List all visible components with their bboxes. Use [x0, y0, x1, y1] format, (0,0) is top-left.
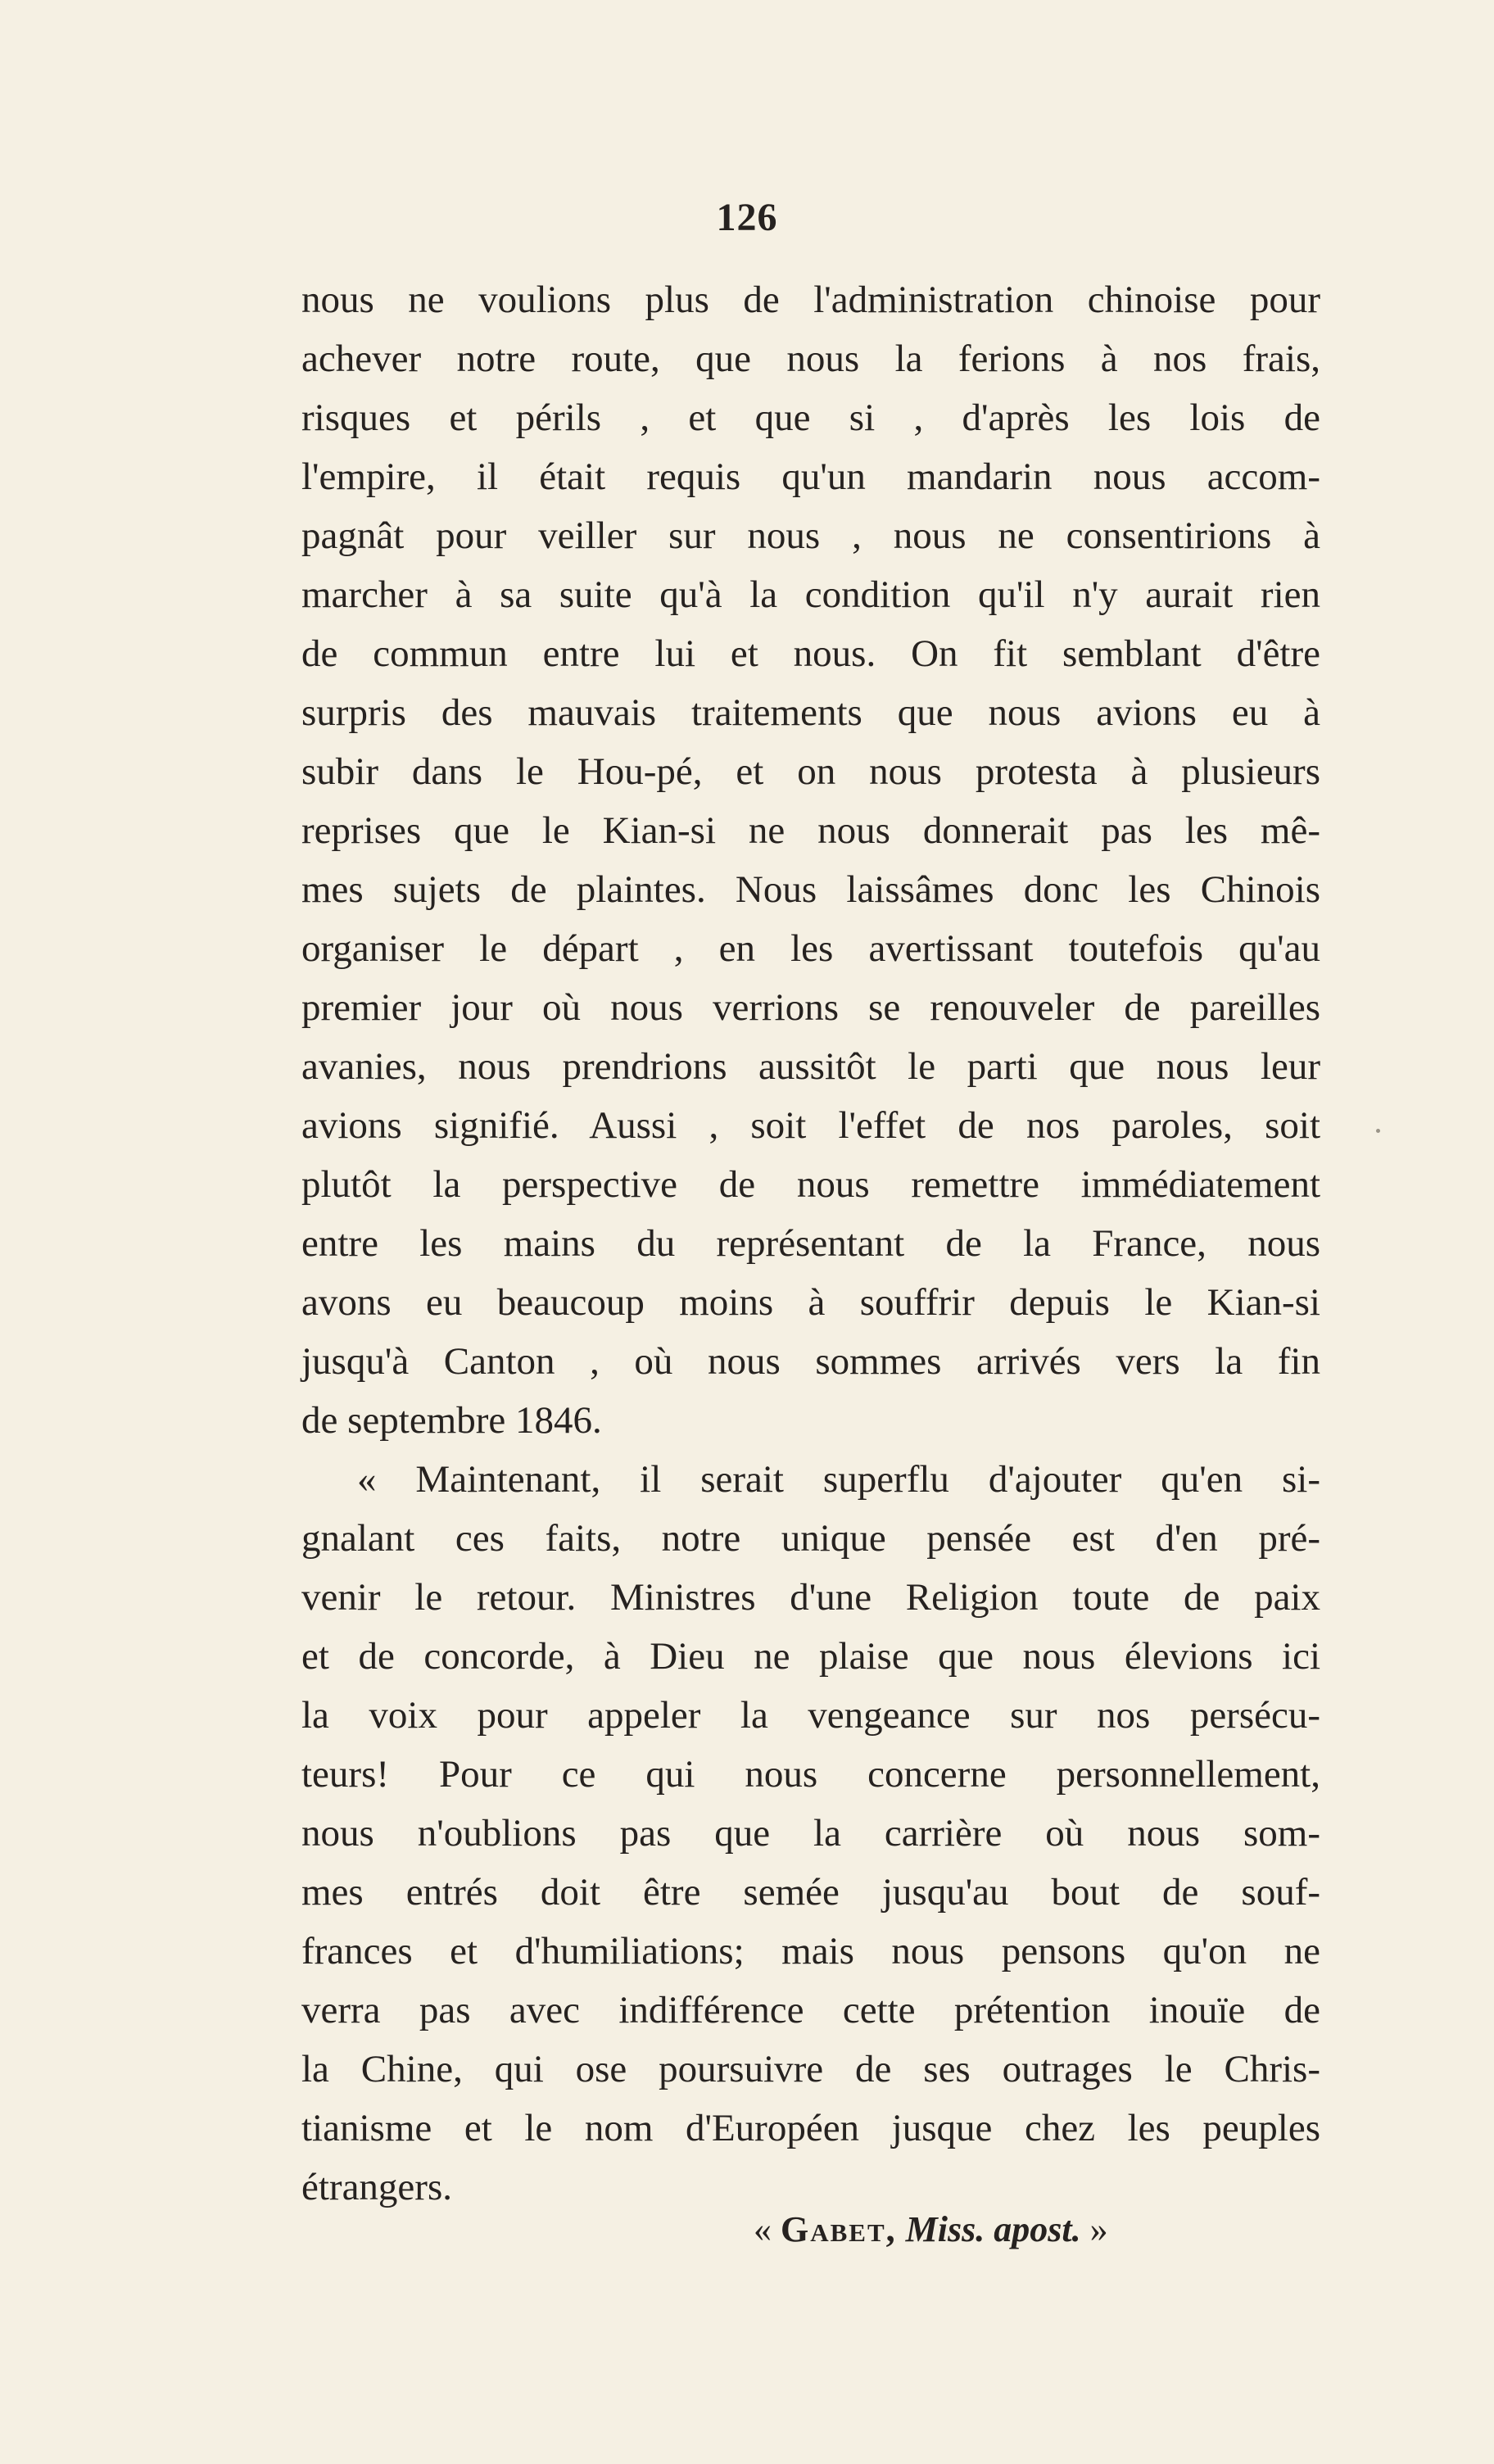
text-line: jusqu'à Canton , où nous sommes arrivés vers la fin [301, 1340, 1320, 1383]
text-line: avanies, nous prendrions aussitôt le parti que nous leur [301, 1045, 1320, 1088]
text-line: nous n'oublions pas que la carrière où nous som- [301, 1812, 1320, 1855]
text-line: plutôt la perspective de nous remettre immédiatement [301, 1163, 1320, 1206]
text-line: l'empire, il était requis qu'un mandarin nous accom- [301, 455, 1320, 498]
text-line: mes sujets de plaintes. Nous laissâmes donc les Chinois [301, 868, 1320, 911]
signature [754, 2208, 1108, 2250]
text-line: risques et périls , et que si , d'après les lois de [301, 396, 1320, 439]
text-line: premier jour où nous verrions se renouveler de pareilles [301, 986, 1320, 1029]
text-line: la Chine, qui ose poursuivre de ses outrages le Chris- [301, 2048, 1320, 2090]
text-line: surpris des mauvais traitements que nous avions eu à [301, 691, 1320, 734]
text-line: étrangers. [301, 2166, 452, 2208]
text-line: avions signifié. Aussi , soit l'effet de nos paroles, soit [301, 1104, 1320, 1147]
text-line: teurs! Pour ce qui nous concerne personnellement, [301, 1753, 1320, 1796]
paragraph-1 [301, 270, 1320, 1450]
page-number: 126 [716, 196, 778, 239]
text-line: « Maintenant, il serait superflu d'ajouter qu'en si- [357, 1458, 1320, 1501]
signature-open-quote: « [754, 2209, 772, 2249]
text-line: nous ne voulions plus de l'administration chinoise pour [301, 279, 1320, 321]
text-line: de septembre 1846. [301, 1399, 602, 1442]
text-line: pagnât pour veiller sur nous , nous ne consentirions à [301, 514, 1320, 557]
text-line: venir le retour. Ministres d'une Religion toute de paix [301, 1576, 1320, 1619]
text-line: organiser le départ , en les avertissant toutefois qu'au [301, 927, 1320, 970]
text-line: de commun entre lui et nous. On fit semblant d'être [301, 632, 1320, 675]
text-line: subir dans le Hou-pé, et on nous protesta à plusieurs [301, 750, 1320, 793]
text-line: et de concorde, à Dieu ne plaise que nous élevions ici [301, 1635, 1320, 1678]
text-line: marcher à sa suite qu'à la condition qu'il n'y aurait rien [301, 573, 1320, 616]
body-text [301, 270, 1320, 2217]
text-line: mes entrés doit être semée jusqu'au bout de souf- [301, 1871, 1320, 1914]
text-line: achever notre route, que nous la ferions à nos frais, [301, 337, 1320, 380]
signature-title: Miss. apost. [905, 2209, 1081, 2249]
signature-close-quote: » [1089, 2209, 1108, 2249]
paper-speck [1376, 1129, 1380, 1133]
paragraph-2 [301, 1450, 1320, 2217]
text-line: entre les mains du représentant de la France, nous [301, 1222, 1320, 1265]
text-line: frances et d'humiliations; mais nous pensons qu'on ne [301, 1930, 1320, 1973]
signature-name: Gabet, [781, 2209, 897, 2249]
text-line: verra pas avec indifférence cette prétention inouïe de [301, 1989, 1320, 2031]
text-line: avons eu beaucoup moins à souffrir depuis le Kian-si [301, 1281, 1320, 1324]
text-line: gnalant ces faits, notre unique pensée est d'en pré- [301, 1517, 1320, 1560]
text-line: la voix pour appeler la vengeance sur nos persécu- [301, 1694, 1320, 1737]
text-line: tianisme et le nom d'Européen jusque chez les peuples [301, 2107, 1320, 2149]
text-line: reprises que le Kian-si ne nous donnerait pas les mê- [301, 809, 1320, 852]
